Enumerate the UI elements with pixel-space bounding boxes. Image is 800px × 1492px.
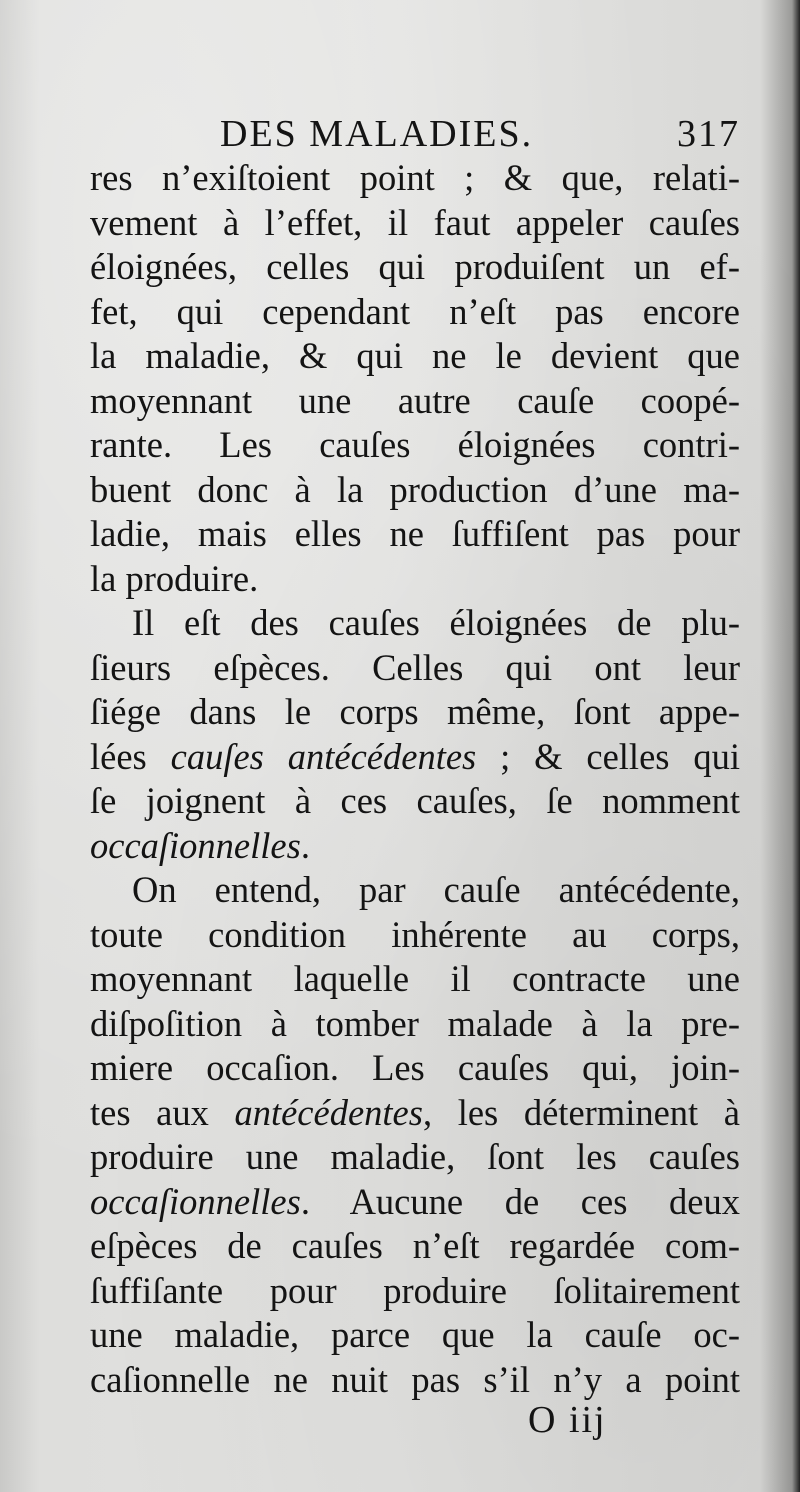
text-line: rante. Les cauſes éloignées contri- <box>90 424 740 465</box>
italic-term: occaſionnelles <box>90 1180 301 1222</box>
text-line: tes aux antécédentes, les déterminent à <box>90 1091 740 1133</box>
text-line: la maladie, & qui ne le devient que <box>90 335 740 376</box>
body-text <box>90 156 740 1402</box>
text-line: ſuffiſante pour produire ſolitairement <box>90 1269 740 1311</box>
text-line: produire une maladie, ſont les cauſes <box>90 1136 740 1177</box>
text-line: ſiége dans le corps même, ſont appe- <box>90 691 740 732</box>
paragraph <box>90 868 740 1402</box>
text-line: ſe joignent à ces cauſes, ſe nomment <box>90 780 740 821</box>
page-header <box>220 112 740 156</box>
text-line: éloignées, celles qui produiſent un ef- <box>90 246 740 287</box>
italic-term: occaſionnelles <box>90 824 301 866</box>
signature-mark: O iij <box>528 1399 607 1441</box>
text-line: res n’exiſtoient point ; & que, relati- <box>90 157 740 198</box>
italic-term: cauſes antécédentes <box>170 735 477 777</box>
text-line: lées cauſes antécédentes ; & celles qui <box>90 735 740 777</box>
italic-term: antécédentes <box>234 1091 423 1133</box>
text-line: occaſionnelles. <box>90 824 310 866</box>
text-line: On entend, par cauſe antécédente, <box>132 869 740 910</box>
text-line: buent donc à la production d’une ma- <box>90 468 740 510</box>
running-title: DES MALADIES. <box>220 113 534 155</box>
paragraph <box>90 156 740 601</box>
text-line: une maladie, parce que la cauſe oc- <box>90 1314 740 1355</box>
text-line: la produire. <box>90 557 259 599</box>
text-line: moyennant une autre cauſe coopé- <box>90 379 740 421</box>
text-line: miere occaſion. Les cauſes qui, join- <box>90 1047 740 1088</box>
page-number: 317 <box>677 113 740 155</box>
text-line: toute condition inhérente au corps, <box>90 913 740 955</box>
text-line: ladie, mais elles ne ſuffiſent pas pour <box>90 513 740 554</box>
text-line: moyennant laquelle il contracte une <box>90 958 740 999</box>
text-line: ſieurs eſpèces. Celles qui ont leur <box>90 646 740 688</box>
text-line: eſpèces de cauſes n’eſt regardée com- <box>90 1225 740 1266</box>
text-line: caſionnelle ne nuit pas s’il n’y a point <box>90 1358 740 1400</box>
text-line: occaſionnelles. Aucune de ces deux <box>90 1180 740 1222</box>
text-line: vement à l’effet, il faut appeler cauſes <box>90 201 740 243</box>
text-line: Il eſt des cauſes éloignées de plu- <box>132 602 740 643</box>
text-line: fet, qui cependant n’eſt pas encore <box>90 290 740 332</box>
paragraph <box>90 601 740 868</box>
text-line: diſpoſition à tomber malade à la pre- <box>90 1002 740 1044</box>
